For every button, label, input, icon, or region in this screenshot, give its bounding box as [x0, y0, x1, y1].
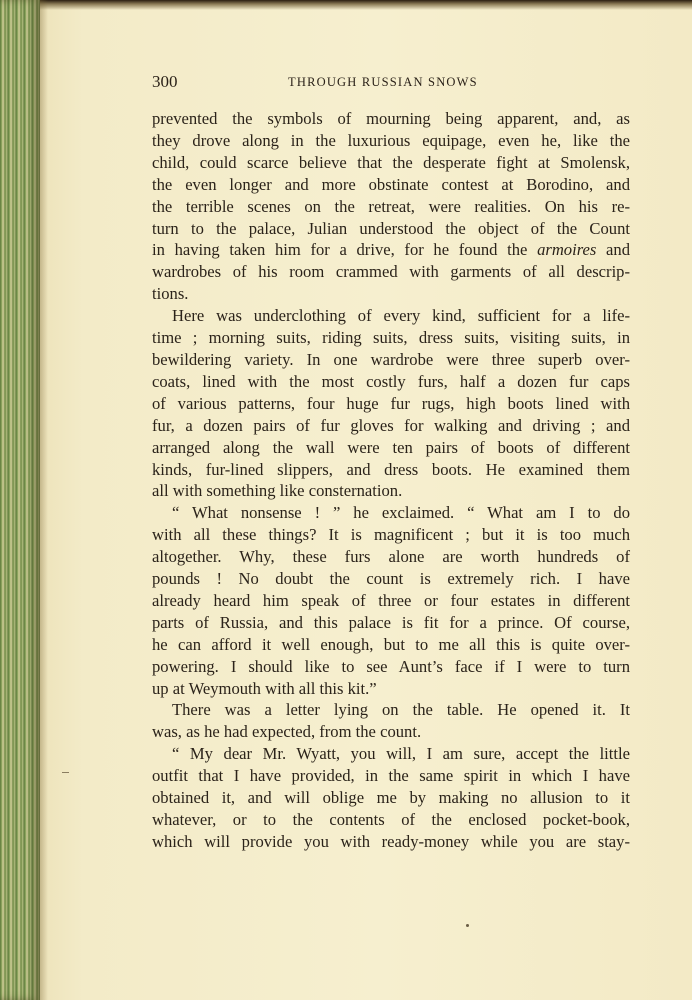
- text-line: all with something like consternation.: [152, 481, 403, 501]
- text-line: fur, a dozen pairs of fur gloves for walking and driving ; and: [152, 415, 630, 435]
- text-line: the terrible scenes on the retreat, were realities. On his re-: [152, 196, 630, 216]
- text-line: up at Weymouth with all this kit.”: [152, 678, 377, 698]
- text-line: already heard him speak of three or four estates in different: [152, 590, 630, 610]
- page-header: [152, 72, 630, 94]
- text-line: bewildering variety. In one wardrobe were three superb over-: [152, 349, 630, 369]
- text-line: outfit that I have provided, in the same spirit in which I have: [152, 766, 630, 786]
- text-line: [152, 239, 630, 261]
- text-line: time ; morning suits, riding suits, dress suits, visiting suits, in: [152, 328, 630, 348]
- text-line: tions.: [152, 284, 189, 304]
- text-line: of various patterns, four huge fur rugs, high boots lined with: [152, 393, 630, 413]
- text-line: turn to the palace, Julian understood the object of the Count: [152, 218, 630, 238]
- italic-term: armoires: [537, 240, 597, 260]
- text-line: wardrobes of his room crammed with garments of all descrip-: [152, 262, 630, 282]
- text-line: Here was underclothing of every kind, sufficient for a life-: [172, 306, 630, 326]
- text-line: he can afford it well enough, but to me all this is quite over-: [152, 634, 630, 654]
- text-line: kinds, fur-lined slippers, and dress boots. He examined them: [152, 459, 630, 479]
- page-number: 300: [152, 72, 178, 91]
- page-top-edge: [0, 0, 692, 10]
- text-line: arranged along the wall were ten pairs of boots of different: [152, 437, 630, 457]
- text-line: coats, lined with the most costly furs, half a dozen fur caps: [152, 371, 630, 391]
- text-segment: in having taken him for a drive, for he found the: [152, 240, 538, 260]
- text-line: parts of Russia, and this palace is fit for a prince. Of course,: [152, 612, 630, 632]
- text-line: which will provide you with ready-money while you are stay-: [152, 831, 630, 851]
- text-line: obtained it, and will oblige me by making no allusion to it: [152, 788, 630, 808]
- text-segment: and: [596, 240, 630, 260]
- text-line: pounds ! No doubt the count is extremely rich. I have: [152, 569, 630, 589]
- text-line: “ What nonsense ! ” he exclaimed. “ What am I to do: [172, 503, 630, 523]
- text-line: child, could scarce believe that the desperate fight at Smolensk,: [152, 152, 630, 172]
- running-head: THROUGH RUSSIAN SNOWS: [288, 75, 478, 89]
- book-spine-gutter: [0, 0, 40, 1000]
- body-text: [152, 108, 630, 853]
- text-line: they drove along in the luxurious equipage, even he, like the: [152, 130, 630, 150]
- text-line: altogether. Why, these furs alone are worth hundreds of: [152, 547, 630, 567]
- text-line: prevented the symbols of mourning being apparent, and, as: [152, 109, 630, 128]
- text-line: whatever, or to the contents of the enclosed pocket-book,: [152, 810, 630, 829]
- text-line: was, as he had expected, from the count.: [152, 722, 422, 742]
- text-line: the even longer and more obstinate contest at Borodino, and: [152, 174, 630, 194]
- text-line: There was a letter lying on the table. He opened it. It: [172, 700, 630, 720]
- ink-speck: [466, 924, 469, 927]
- text-line: with all these things? It is magnificent ; but it is too much: [152, 525, 630, 545]
- margin-mark: [62, 772, 69, 773]
- text-line: “ My dear Mr. Wyatt, you will, I am sure, accept the little: [172, 744, 630, 764]
- text-line: powering. I should like to see Aunt’s face if I were to turn: [152, 656, 630, 676]
